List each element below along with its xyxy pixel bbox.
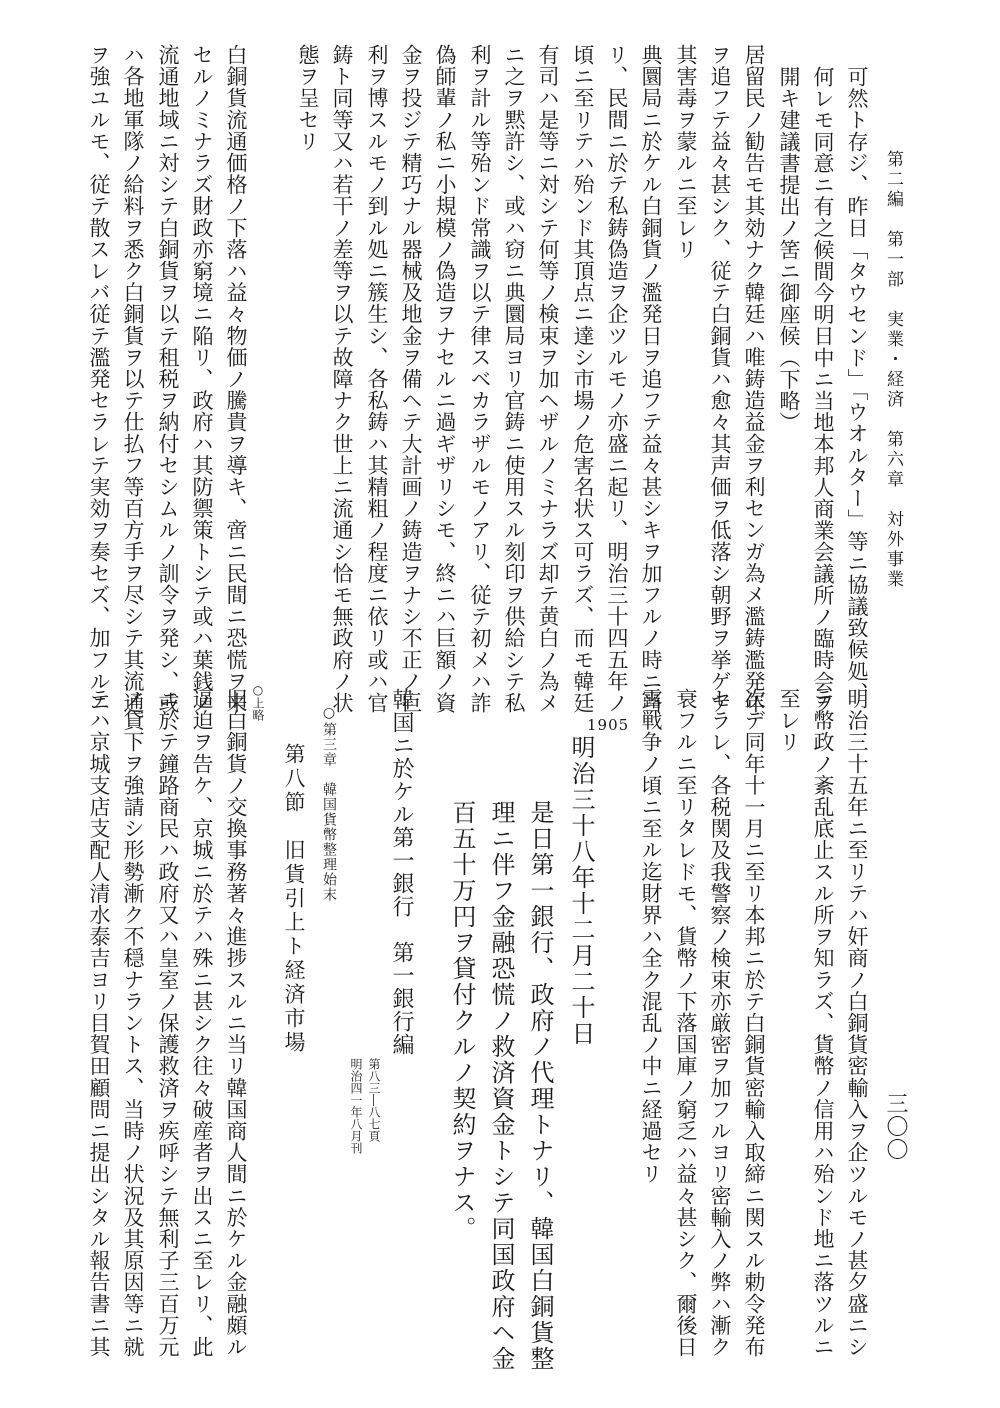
upper-text-line: 頃ニ至リテハ殆ンド其頂点ニ達シ市場ノ危害名状ス可ラズ、而モ韓廷 xyxy=(571,44,595,714)
upper-text-line: 利ヲ博スルモノ到ル処ニ簇生シ、各私鋳ハ其精粗ノ程度ニ依リ或ハ官 xyxy=(365,44,389,714)
lower-text-line: 露戦争ノ頃ニ至ル迄財界ハ全ク混乱ノ中ニ経過セリ xyxy=(639,688,663,1185)
year-number: 1905 xyxy=(587,716,630,734)
upper-text-line: 鋳ト同等又ハ若干ノ差等ヲ以テ故障ナク世上ニ流通シ恰モ無政府ノ状 xyxy=(330,44,354,714)
source-section: 第八節 旧貨引上ト経済市場 xyxy=(282,743,306,1055)
upper-text-line: セルノミナラズ財政亦窮境ニ陥リ、政府ハ其防禦策トシテ或ハ葉銭ノ xyxy=(190,44,214,714)
lower-text-line: 次デ同年十一月ニ至リ本邦ニ於テ白銅貨密輸入取締ニ関スル勅令発布 xyxy=(742,688,766,1358)
source-date: 明治四一年八月刊 xyxy=(349,1058,363,1154)
upper-text-line: ハ各地軍隊ノ給料ヲ悉ク白銅貨ヲ以テ仕払フ等百方手ヲ尽シテ其流通 xyxy=(121,44,145,714)
upper-text-line: 偽師輩ノ私ニ小規模ノ偽造ヲナセルニ過ギザリシモ、終ニハ巨額ノ資 xyxy=(433,44,457,714)
upper-text-line: 開キ建議書提出ノ筈ニ御座候（下略） xyxy=(777,66,801,434)
source-pages: 第八三―八七頁 xyxy=(367,1058,381,1142)
entry-date: 明治三十八年十二月二十日 xyxy=(567,735,595,1047)
upper-text-line: 利ヲ計ル等殆ンド常識ヲ以テ律スベカラザルモノアリ、従テ初メハ詐 xyxy=(468,44,492,714)
upper-text-line: 典圜局ニ於ケル白銅貨ノ濫発日ヲ追フテ益々甚シキヲ加フルノ時ニ当 xyxy=(639,44,663,714)
page-number: 三〇〇 xyxy=(883,1092,908,1161)
entry-text-line: 理ニ伴フ金融恐慌ノ救済資金トシテ同国政府ヘ金 xyxy=(487,800,515,1372)
upper-text-line: ヲ追フテ益々甚シク、従テ白銅貨ハ愈々其声価ヲ低落シ朝野ヲ挙ゲテ xyxy=(708,44,732,714)
lower-text-line: 至レリ xyxy=(777,688,801,753)
lower-text-line: 旧白銅貨ノ交換事務著々進捗スルニ当リ韓国商人間ニ於ケル金融頗ル xyxy=(224,688,248,1358)
lower-text-line: テ幣政ノ紊乱底止スル所ヲ知ラズ、貨幣ノ信用ハ殆ンド地ニ落ツルニ xyxy=(811,688,835,1358)
lower-text-line: 逼迫ヲ告ケ、京城ニ於テハ殊ニ甚シク往々破産者ヲ出スニ至レリ、此 xyxy=(190,688,214,1358)
upper-text-line: 白銅貨流通価格ノ下落ハ益々物価ノ騰貴ヲ導キ、啻ニ民間ニ恐慌ヲ来 xyxy=(224,44,248,714)
upper-text-line: 何レモ同意ニ有之候間今明日中ニ当地本邦人商業会議所ノ臨時会ヲ xyxy=(811,66,835,714)
running-head: 第二編 第一部 実業・経済 第六章 対外事業 xyxy=(883,150,903,590)
upper-text-line: 其害毒ヲ蒙ルニ至レリ xyxy=(674,44,698,260)
upper-text-line: 態ヲ呈セリ xyxy=(296,44,320,152)
upper-text-line: ニ之ヲ黙許シ、或ハ窃ニ典圜局ヨリ官鋳ニ使用スル刻印ヲ供給シテ私 xyxy=(502,44,526,714)
upper-text-line: 有司ハ是等ニ対シテ何等ノ検束ヲ加ヘザルノミナラズ却テ黄白ノ為メ xyxy=(536,44,560,714)
omission-mark: ○上略 xyxy=(251,683,265,721)
upper-text-line: ヲ強ユルモ、従テ散スレバ従テ濫発セラレテ実効ヲ奏セズ、加フルニ xyxy=(87,44,111,714)
lower-text-line: 衰フルニ至リタレドモ、貨幣ノ下落国庫ノ窮乏ハ益々甚シク、爾後日 xyxy=(674,688,698,1358)
lower-text-line: ノ貸下ヲ強請シ形勢漸ク不穏ナラントス、当時ノ状況及其原因等ニ就 xyxy=(121,688,145,1358)
entry-text-line: 百五十万円ヲ貸付クルノ契約ヲナス。 xyxy=(448,800,476,1242)
upper-text-line: 金ヲ投ジテ精巧ナル器械及地金ヲ備ヘテ大計画ノ鋳造ヲナシ不正ノ巨 xyxy=(399,44,423,714)
upper-text-line: リ、民間ニ於テ私鋳偽造ヲ企ツルモノ亦盛ニ起リ、明治三十四五年ノ xyxy=(605,44,629,714)
lower-text-line: 明治三十五年ニ至リテハ奸商ノ白銅貨密輸入ヲ企ツルモノ甚夕盛ニシ xyxy=(845,688,869,1358)
lower-text-line: ニ於テ鐘路商民ハ政府又ハ皇室ノ保護救済ヲ疾呼シテ無利子三百万元 xyxy=(156,688,180,1358)
source-chapter: ○第三章 韓国貨幣整理始末 xyxy=(321,705,337,902)
source-title: 韓国ニ於ケル第一銀行 第一銀行編 xyxy=(389,688,414,1056)
lower-text-line: テハ京城支店支配人清水泰吉ヨリ目賀田顧問ニ提出シタル報告書ニ其 xyxy=(87,688,111,1358)
upper-text-line: 可然ト存ジ、昨日「タウセンド」「ウオルター」等ニ協議致候処、 xyxy=(845,66,869,704)
entry-text-line: 是日第一銀行、政府ノ代理トナリ、韓国白銅貨整 xyxy=(526,800,554,1372)
upper-text-line: 流通地域ニ対シテ白銅貨ヲ以テ租税ヲ納付セシムルノ訓令ヲ発シ、或 xyxy=(156,44,180,714)
lower-text-line: セラレ、各税関及我警察ノ検束亦厳密ヲ加フルヨリ密輸入ノ弊ハ漸ク xyxy=(708,688,732,1358)
upper-text-line: 居留民ノ勧告モ其効ナク韓廷ハ唯鋳造益金ヲ利センガ為メ濫鋳濫発年 xyxy=(742,44,766,714)
